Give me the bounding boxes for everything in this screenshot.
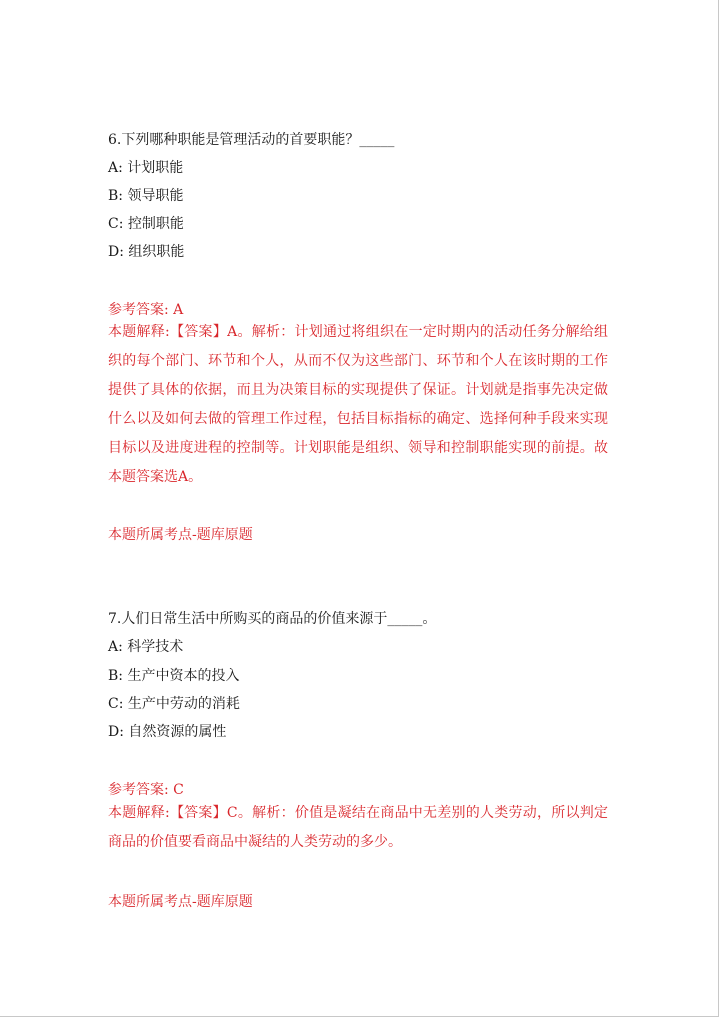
question-7-stem: 7.人们日常生活中所购买的商品的价值来源于_____。 bbox=[108, 611, 437, 627]
question-7-source: 本题所属考点-题库原题 bbox=[108, 894, 253, 910]
question-7-option-b: B: 生产中资本的投入 bbox=[108, 668, 240, 684]
question-6-answer: 参考答案: A bbox=[108, 302, 184, 318]
question-6-option-a: A: 计划职能 bbox=[108, 160, 184, 176]
question-7-answer: 参考答案: C bbox=[108, 782, 184, 798]
question-7-option-d: D: 自然资源的属性 bbox=[108, 724, 227, 740]
question-6-stem: 6.下列哪种职能是管理活动的首要职能？_____ bbox=[108, 132, 395, 148]
question-6-option-d: D: 组织职能 bbox=[108, 244, 185, 260]
question-6-source: 本题所属考点-题库原题 bbox=[108, 527, 253, 543]
question-7-option-c: C: 生产中劳动的消耗 bbox=[108, 696, 240, 712]
question-7-explanation: 本题解释:【答案】C。解析：价值是凝结在商品中无差别的人类劳动，所以判定商品的价值要看商品中凝结的人类劳动的多少。 bbox=[108, 805, 608, 850]
question-6-option-b: B: 领导职能 bbox=[108, 188, 184, 204]
question-7-option-a: A: 科学技术 bbox=[108, 639, 184, 655]
question-6-option-c: C: 控制职能 bbox=[108, 216, 184, 232]
question-6-explanation: 本题解释:【答案】A。解析：计划通过将组织在一定时期内的活动任务分解给组织的每个部门、环节和个人，从而不仅为这些部门、环节和个人在该时期的工作提供了具体的依据，而且为决策目标的实现提供了保证。计划就是指事先决定做什么以及如何去做的管理工作过程，包括目标指标的确定、选择何种手段来实现目标以及进度进程的控制等。计划职能是组织、领导和控制职能实现的前提。故本题答案选A。 bbox=[108, 324, 608, 485]
